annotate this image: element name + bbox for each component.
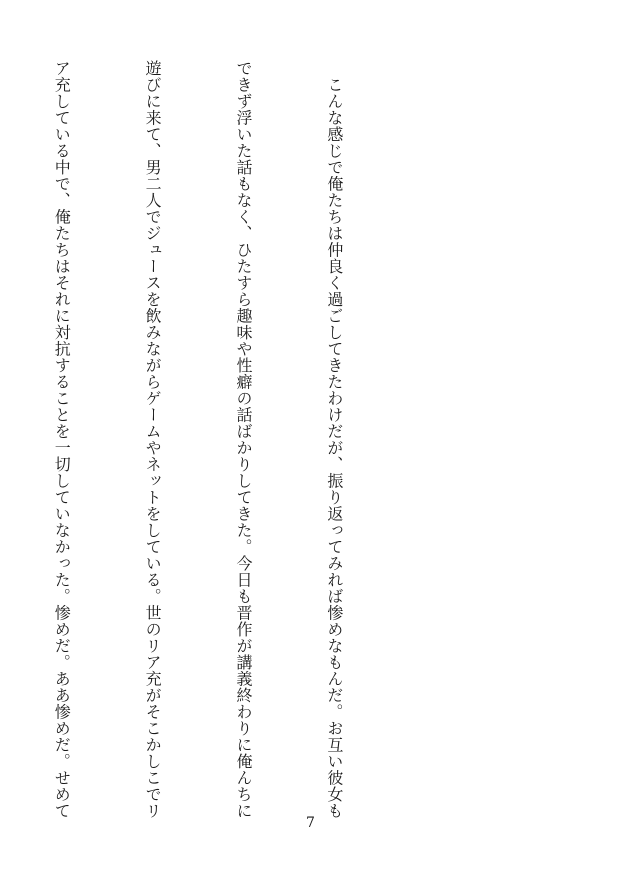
page-number: 7 <box>306 815 315 831</box>
vertical-text-body <box>0 60 561 819</box>
text-line-7: ア充している中で、俺たちはそれに対抗することを一切していなかった。惨めだ。ああ惨めだ。せめて <box>52 60 72 819</box>
text-line-4: こんな感じで俺たちは仲良く過ごしてきたわけだが、振り返ってみれば惨めなもんだ。お互い彼女も <box>324 60 344 819</box>
text-line-6: 遊びに来て、男二人でジュースを飲みながらゲームやネットをしている。世のリア充がそこかしこでリ <box>143 60 163 819</box>
text-line-5: できず浮いた話もなく、ひたすら趣味や性癖の話ばかりしてきた。今日も晋作が講義終わりに俺んちに <box>234 60 254 819</box>
